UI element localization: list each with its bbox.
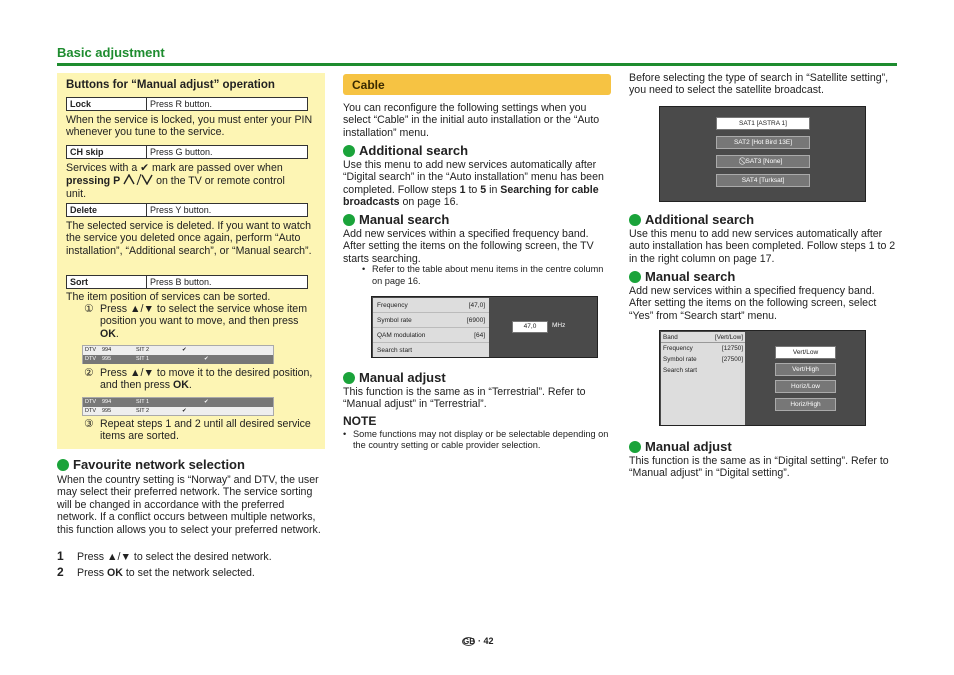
setting-label: Frequency (377, 302, 408, 309)
list-item-number: 995 (102, 356, 112, 362)
chskip-p-label: pressing P (66, 175, 121, 188)
sat-manual-search-screen (659, 330, 866, 426)
list-item-name: SIT 1 (136, 399, 150, 405)
bullet-icon: • (362, 264, 366, 274)
cable-manual-adjust-heading (343, 370, 446, 385)
cable-manual-adjust-title: Manual adjust (359, 370, 446, 385)
chskip-button-row (66, 145, 308, 159)
sat-manual-search-title: Manual search (645, 269, 736, 284)
delete-button-row (66, 203, 308, 217)
favourite-step-2-text: Press (77, 567, 108, 579)
step-3-number: ③ (84, 418, 94, 430)
cable-section-title: Cable (352, 78, 385, 92)
list-item-name: SIT 2 (136, 408, 150, 414)
step-2-number: ② (84, 367, 94, 379)
setting-label: Band (663, 334, 678, 341)
cable-manual-search-note: Refer to the table about menu items in the centre column on page 16. (372, 264, 604, 286)
satellite-select-screen (659, 106, 866, 202)
setting-label: Frequency (663, 345, 693, 352)
sort-button-row (66, 275, 308, 289)
satellite-option-1[interactable]: SAT1 [ASTRA 1] (716, 117, 810, 130)
sat-manual-search-heading (629, 269, 735, 284)
sat-settings-panel (661, 332, 745, 425)
list-item-type: DTV (85, 399, 96, 405)
page-reference: Searching for cable broadcasts (343, 183, 599, 209)
sat-additional-search-body: Use this menu to add new services automatically after auto installation has been completed. Follow steps 1 to 2 in the right column on page 17. (629, 228, 896, 265)
satellite-option-4[interactable]: SAT4 [Turksat] (716, 174, 810, 187)
favourite-network-body: When the country setting is “Norway” and DTV, the user may select their preferred network. The service sorting will be changed in accordance with the preferred network. If a conflict occurs between multiple networks, this function allows you to select your preferred network. (57, 474, 321, 536)
settings-row-band[interactable] (661, 332, 745, 343)
setting-value: [12750] (721, 345, 743, 352)
setting-value: [6900] (466, 317, 485, 324)
frequency-unit: MHz (552, 322, 566, 329)
lock-key: Lock (67, 98, 147, 110)
sort-step-3 (84, 418, 316, 443)
sat-manual-search-body: Add new services within a specified frequency band. After setting the items on the following screen, select “Yes” from “Search start” menu. (629, 285, 877, 322)
service-list-before (82, 345, 274, 364)
skip-check-icon: ✔ (182, 347, 187, 353)
section-title: Basic adjustment (57, 45, 165, 60)
cable-manual-adjust-body: This function is the same as in “Terrestrial”. Refer to “Manual adjust” in “Terrestrial”. (343, 386, 586, 411)
page-footer (462, 636, 494, 646)
chskip-desc-line1: Services with a ✔ mark are passed over when (66, 162, 283, 174)
cable-manual-search-body: Add new services within a specified frequency band. After setting the items on the following screen, the TV starts searching. (343, 228, 594, 265)
step-number: 1 (57, 549, 64, 563)
bullet-dot-icon (343, 145, 355, 157)
bullet-dot-icon (629, 214, 641, 226)
sat-manual-adjust-heading (629, 439, 732, 454)
setting-label: Search start (663, 367, 697, 374)
channel-up-down-icon (123, 174, 153, 185)
list-item-number: 994 (102, 399, 112, 405)
list-item (83, 407, 273, 416)
satellite-intro: Before selecting the type of search in “Satellite setting”, you need to select the satellite broadcast. (629, 72, 889, 97)
cable-additional-search-heading (343, 143, 468, 158)
frequency-input[interactable]: 47,0 (512, 321, 548, 333)
cable-manual-search-title: Manual search (359, 212, 450, 227)
list-item-name: SIT 1 (136, 356, 150, 362)
sort-step-2-text: Press ▲/▼ to move it to the desired position, and then press (100, 367, 313, 392)
ok-label: OK (100, 327, 116, 340)
cable-settings-panel (373, 298, 489, 357)
setting-label: Search start (377, 347, 413, 354)
skip-check-icon: ✔ (182, 408, 187, 414)
cable-additional-search-body (343, 159, 613, 209)
step-ref: 1 (459, 183, 466, 196)
sat-additional-search-title: Additional search (645, 212, 755, 227)
band-option-horiz-high[interactable]: Horiz/High (775, 398, 836, 411)
list-item (83, 346, 273, 355)
favourite-step-1 (57, 550, 322, 563)
settings-row-search-start[interactable] (373, 343, 489, 358)
ok-label: OK (173, 379, 189, 392)
setting-value: [64] (474, 332, 485, 339)
list-item-type: DTV (85, 408, 96, 414)
chskip-description (66, 162, 316, 200)
sort-step-3-text: Repeat steps 1 and 2 until all desired service items are sorted. (100, 418, 311, 443)
list-item-name: SIT 2 (136, 347, 150, 353)
favourite-network-heading (57, 457, 245, 472)
setting-value: [Vert/Low] (714, 334, 743, 341)
bullet-dot-icon (343, 372, 355, 384)
bullet-dot-icon (343, 214, 355, 226)
sort-step-1-text: Press ▲/▼ to select the service whose item position you want to move, and then press (100, 303, 308, 328)
setting-label: QAM modulation (377, 332, 426, 339)
cable-additional-in: in (486, 183, 501, 196)
settings-row-frequency[interactable] (373, 298, 489, 313)
note-title: NOTE (343, 414, 377, 428)
list-item-number: 995 (102, 408, 112, 414)
setting-label: Symbol rate (663, 356, 697, 363)
list-item-type: DTV (85, 347, 96, 353)
cable-additional-text: Use this menu to add new services automatically after “Digital search” in the “Auto installation” menu has been completed. Follow steps (343, 159, 604, 196)
favourite-network-title: Favourite network selection (73, 457, 245, 472)
skip-check-icon: ✔ (204, 399, 209, 405)
step-ref: 5 (480, 183, 487, 196)
cable-manual-search-heading (343, 212, 449, 227)
bullet-dot-icon (629, 441, 641, 453)
step-1-number: ① (84, 303, 94, 315)
cable-additional-to: to (465, 183, 481, 196)
ok-label: OK (107, 567, 123, 579)
list-item (83, 398, 273, 407)
chskip-desc-line4: unit. (66, 187, 87, 200)
cable-manual-search-screen (371, 296, 598, 358)
skip-check-icon: ✔ (204, 356, 209, 362)
setting-label: Symbol rate (377, 317, 412, 324)
sort-step-2 (84, 367, 316, 392)
band-option-vert-low[interactable]: Vert/Low (775, 346, 836, 359)
sort-step-2-end: . (188, 379, 192, 392)
cable-manual-search-bullet (362, 264, 612, 287)
list-item (83, 355, 273, 364)
sort-step-1 (84, 303, 316, 340)
settings-row-qam[interactable] (373, 328, 489, 343)
header-divider (57, 63, 897, 66)
settings-row-symbol-rate[interactable] (661, 354, 745, 365)
step-number: 2 (57, 565, 64, 579)
cable-intro: You can reconfigure the following settings when you select “Cable” in the initial auto installation or the “Auto installation” menu. (343, 102, 600, 139)
sat-manual-adjust-title: Manual adjust (645, 439, 732, 454)
sort-description: The item position of services can be sorted. (66, 291, 271, 303)
chskip-desc-tail: on the TV or remote control (156, 175, 285, 188)
settings-row-search-start[interactable] (661, 365, 745, 376)
region-badge: GB (463, 636, 475, 646)
page-number: · 42 (478, 636, 494, 646)
satellite-option-3-label: SAT3 [None] (745, 158, 783, 165)
sort-value: Press B button. (150, 277, 212, 287)
favourite-step-2-end: to set the network selected. (122, 567, 255, 579)
sort-step-1-end: . (115, 327, 119, 340)
lock-value: Press R button. (150, 99, 213, 109)
favourite-step-2 (57, 566, 322, 579)
list-item-number: 994 (102, 347, 112, 353)
list-item-type: DTV (85, 356, 96, 362)
sort-key: Sort (67, 276, 147, 288)
satellite-option-2[interactable]: SAT2 [Hot Bird 13E] (716, 136, 810, 149)
satellite-option-3[interactable] (716, 155, 810, 168)
note-text: Some functions may not display or be selectable depending on the country setting or cable provider selection. (353, 429, 609, 451)
setting-value: [47,0] (468, 302, 485, 309)
setting-value: [27500] (721, 356, 743, 363)
band-option-horiz-low[interactable]: Horiz/Low (775, 380, 836, 393)
settings-row-symbol-rate[interactable] (373, 313, 489, 328)
lock-button-row (66, 97, 308, 111)
cable-additional-search-title: Additional search (359, 143, 469, 158)
settings-row-frequency[interactable] (661, 343, 745, 354)
cable-additional-page: on page 16. (399, 196, 459, 209)
chskip-key: CH skip (67, 146, 147, 158)
note-item (343, 429, 611, 451)
chskip-desc-line2 (66, 174, 316, 187)
bullet-icon: • (343, 429, 347, 439)
chskip-value: Press G button. (150, 147, 213, 157)
delete-key: Delete (67, 204, 147, 216)
service-list-after (82, 397, 274, 416)
bullet-dot-icon (57, 459, 69, 471)
sat-additional-search-heading (629, 212, 754, 227)
delete-value: Press Y button. (150, 205, 212, 215)
favourite-step-1-text: Press ▲/▼ to select the desired network. (77, 551, 272, 563)
band-option-vert-high[interactable]: Vert/High (775, 363, 836, 376)
lock-description: When the service is locked, you must enter your PIN whenever you tune to the service. (66, 114, 313, 139)
bullet-dot-icon (629, 271, 641, 283)
buttons-box-title: Buttons for “Manual adjust” operation (66, 79, 275, 91)
sat-manual-adjust-body: This function is the same as in “Digital setting”. Refer to “Manual adjust” in “Digital setting”. (629, 455, 889, 480)
delete-description: The selected service is deleted. If you want to watch the service you deleted once again, perform “Auto installation”, “Additional search”, or “Manual search”. (66, 220, 312, 257)
